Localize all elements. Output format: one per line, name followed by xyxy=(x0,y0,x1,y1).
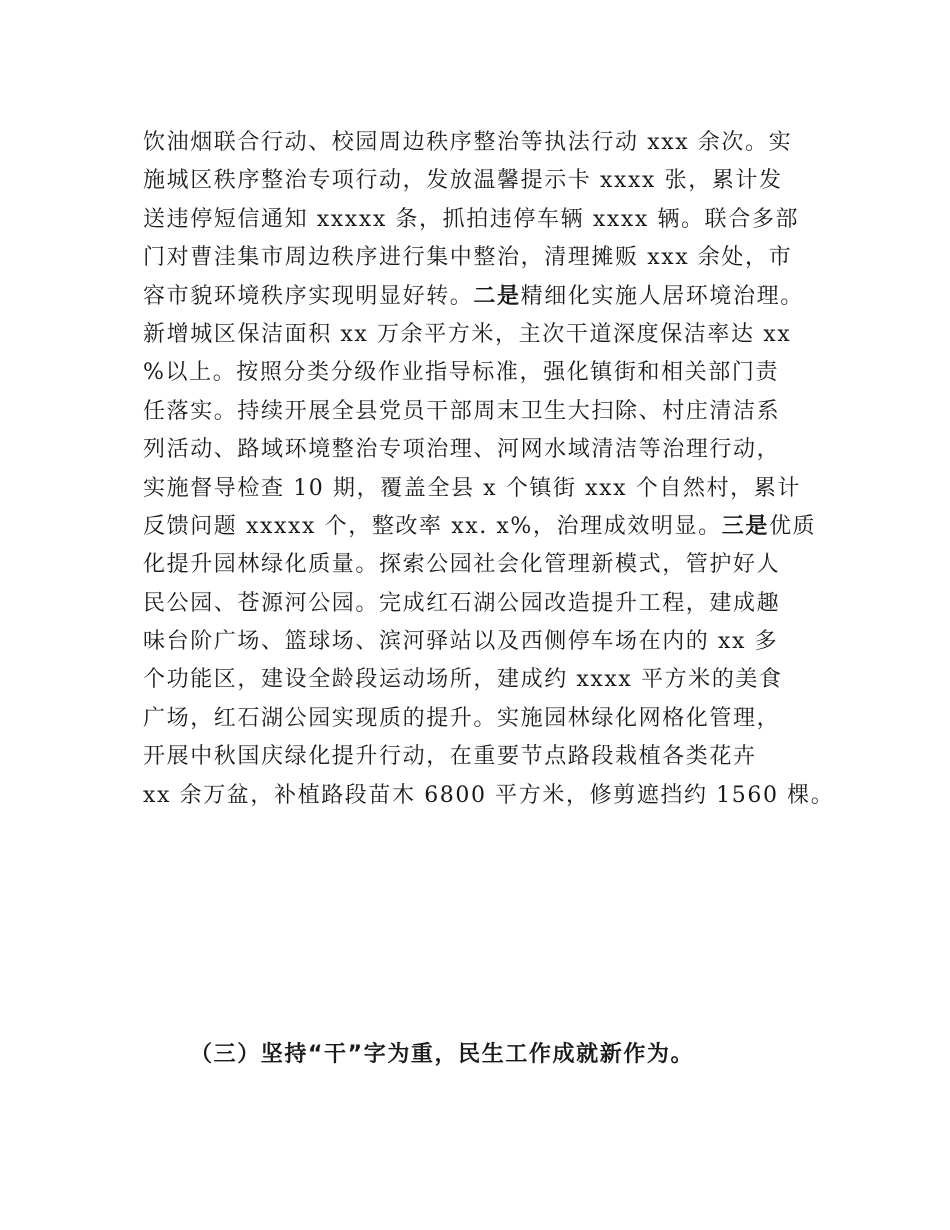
text-line xyxy=(143,354,843,392)
text-run: 实施督导检查 10 期，覆盖全县 x 个镇街 xxx 个自然村，累计 xyxy=(143,475,801,501)
text-line xyxy=(143,777,843,815)
text-run: 列活动、路域环境整治专项治理、河网水域清洁等治理行动， xyxy=(143,437,781,463)
emphasis-marker: 三是 xyxy=(721,513,769,539)
text-line xyxy=(143,393,843,431)
text-run: 开展中秋国庆绿化提升行动，在重要节点路段栽植各类花卉 xyxy=(143,744,757,770)
text-run: 广场，红石湖公园实现质的提升。实施园林绿化网格化管理， xyxy=(143,705,781,731)
text-line xyxy=(143,201,843,239)
text-run: 个功能区，建设全龄段运动场所，建成约 xxxx 平方米的美食 xyxy=(143,667,783,693)
text-line xyxy=(143,162,843,200)
text-line xyxy=(143,470,843,508)
text-run: 反馈问题 xxxxx 个，整改率 xx. x%，治理成效明显。 xyxy=(143,513,722,539)
text-line xyxy=(143,508,843,546)
text-line xyxy=(143,239,843,277)
text-line xyxy=(143,278,843,316)
text-run: 容市貌环境秩序实现明显好转。 xyxy=(143,283,474,309)
text-run: 门对曹洼集市周边秩序进行集中整治，清理摊贩 xxx 余处，市 xyxy=(143,245,793,271)
text-line xyxy=(143,124,843,162)
section-heading: （三）坚持“干”字为重，民生工作成就新作为。 xyxy=(190,1042,695,1067)
text-line xyxy=(143,738,843,776)
text-run: %以上。按照分类分级作业指导标准，强化镇街和相关部门责 xyxy=(143,360,780,386)
text-run: 味台阶广场、篮球场、滨河驿站以及西侧停车场在内的 xx 多 xyxy=(143,629,779,655)
text-line xyxy=(143,316,843,354)
body-paragraph xyxy=(143,124,843,815)
text-line xyxy=(143,546,843,584)
text-line xyxy=(143,661,843,699)
text-run: 新增城区保洁面积 xx 万余平方米，主次干道深度保洁率达 xx xyxy=(143,321,792,347)
text-line xyxy=(143,585,843,623)
text-run: 送违停短信通知 xxxxx 条，抓拍违停车辆 xxxx 辆。联合多部 xyxy=(143,206,800,232)
text-run: xx 余万盆，补植路段苗木 6800 平方米，修剪遮挡约 1560 棵。 xyxy=(143,782,835,808)
text-run: 任落实。持续开展全县党员干部周末卫生大扫除、村庄清洁系 xyxy=(143,398,781,424)
text-line xyxy=(143,431,843,469)
text-run: 化提升园林绿化质量。探索公园社会化管理新模式，管护好人 xyxy=(143,552,781,578)
text-line xyxy=(143,623,843,661)
emphasis-marker: 二是 xyxy=(473,283,521,309)
text-line xyxy=(143,700,843,738)
text-run: 精细化实施人居环境治理。 xyxy=(520,283,804,309)
text-run: 饮油烟联合行动、校园周边秩序整治等执法行动 xxx 余次。实 xyxy=(143,130,793,155)
text-run: 施城区秩序整治专项行动，发放温馨提示卡 xxxx 张，累计发 xyxy=(143,168,783,194)
text-run: 优质 xyxy=(768,513,817,539)
text-run: 民公园、苍源河公园。完成红石湖公园改造提升工程，建成趣 xyxy=(143,590,781,616)
